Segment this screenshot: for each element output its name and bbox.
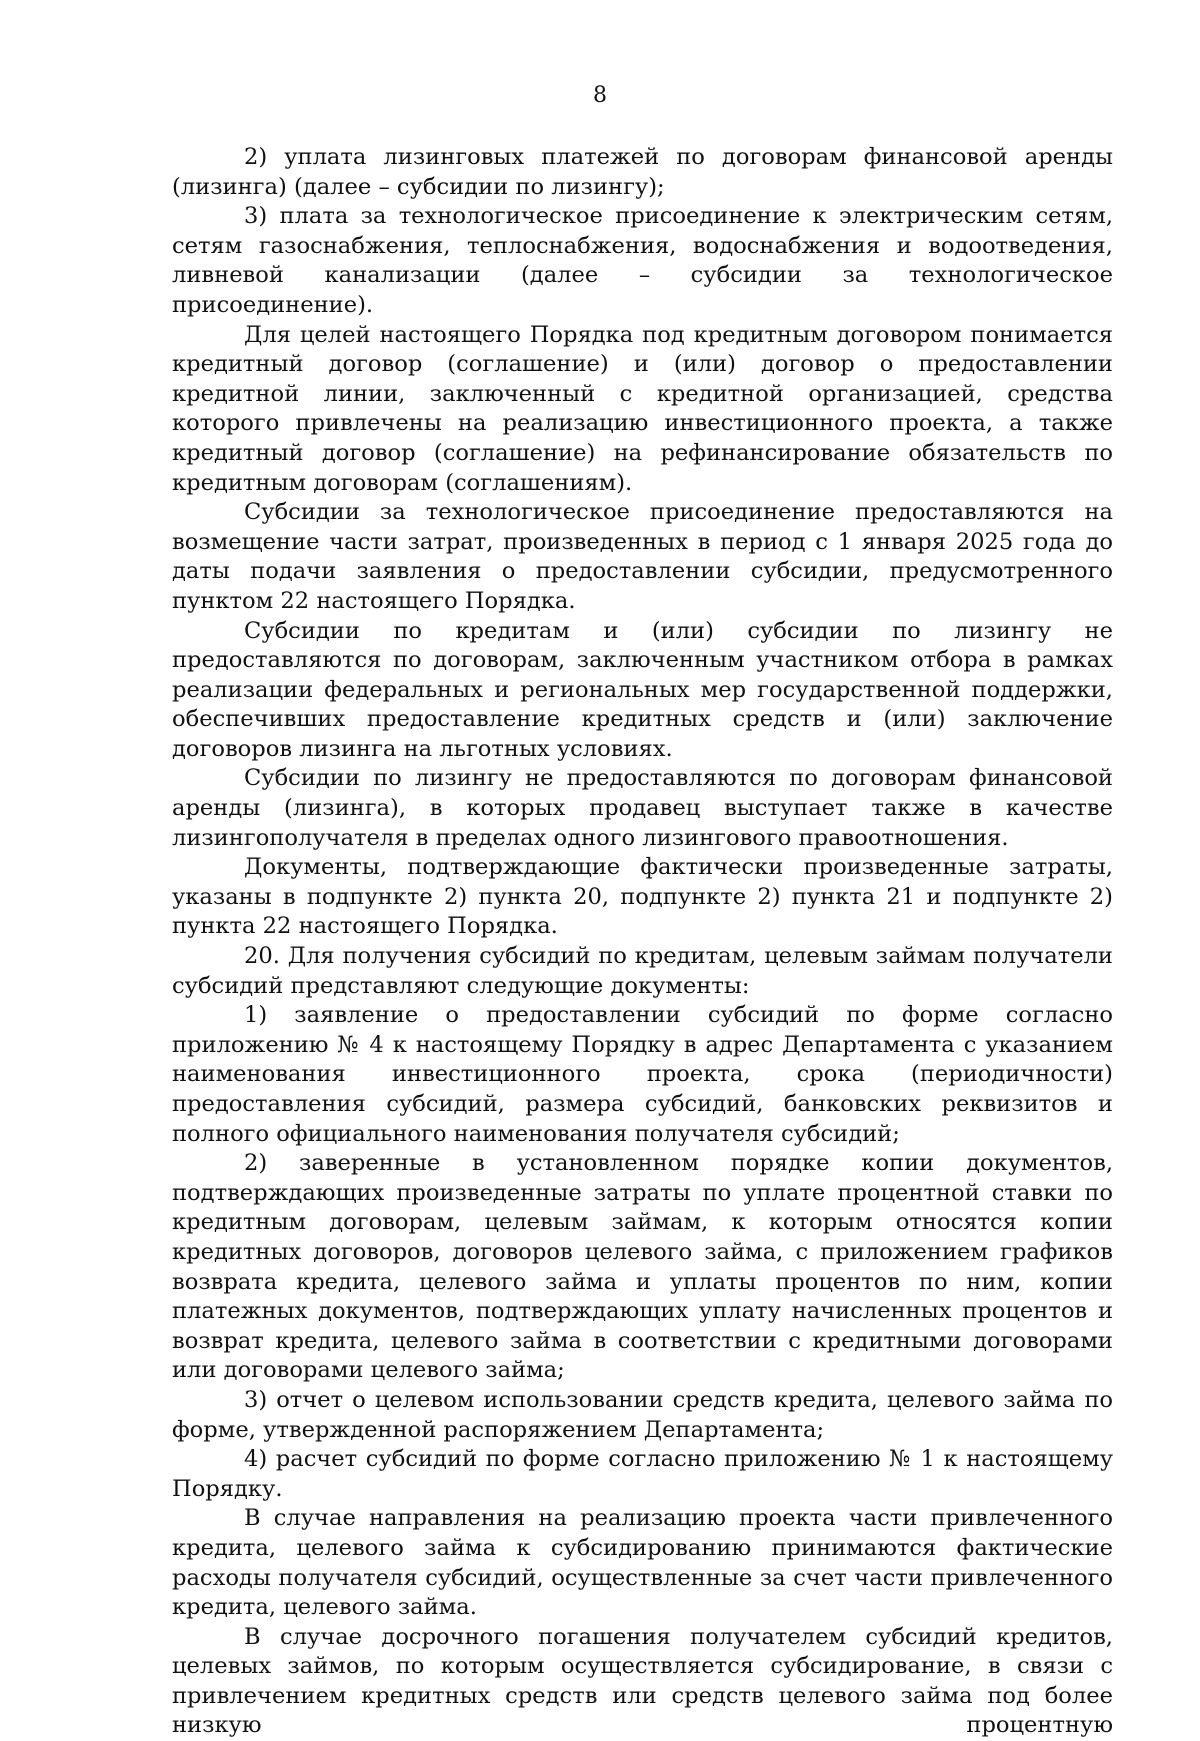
paragraph-exclusions-federal: Субсидии по кредитам и (или) субсидии по лизингу не предоставляются по договорам, заключенным участником отбора в рамках реализации федеральных и региональных мер государственной поддержки, обеспечивших предоставление кредитных средств и (или) заключение договоров лизинга на льготных условиях. (172, 617, 1113, 762)
paragraph-partial-credit: В случае направления на реализацию проекта части привлеченного кредита, целевого займа к субсидированию принимаются фактические расходы получателя субсидий, осуществленные за счет части привлеченного кредита, целевого займа. (172, 1505, 1113, 1621)
paragraph-item-20: 20. Для получения субсидий по кредитам, целевым займам получатели субсидий представляют следующие документы: (172, 943, 1113, 999)
paragraph-supporting-documents: Документы, подтверждающие фактически произведенные затраты, указаны в подпункте 2) пункта 20, подпункте 2) пункта 21 и подпункте 2) пункта 22 настоящего Порядка. (172, 854, 1113, 940)
paragraph-item-20-3: 3) отчет о целевом использовании средств кредита, целевого займа по форме, утвержденной распоряжением Департамента; (172, 1386, 1113, 1443)
page-number: 8 (593, 83, 607, 108)
paragraph-item-20-1: 1) заявление о предоставлении субсидий по форме согласно приложению № 4 к настоящему Порядку в адрес Департамента с указанием наименования инвестиционного проекта, срока (периодичности) предоставления субсидий, размера субсидий, банковских реквизитов и полного официального наименования получателя субсидий; (172, 1002, 1113, 1147)
paragraph-item-20-2: 2) заверенные в установленном порядке копии документов, подтверждающих произведенные затраты по уплате процентной ставки по кредитным договорам, целевым займам, к которым относятся копии кредитных договоров, договоров целевого займа, с приложением графиков возврата кредита, целевого займа и уплаты процентов по ним, копии платежных документов, подтверждающих уплату начисленных процентов и возврат кредита, целевого займа в соответствии с кредитными договорами или договорами целевого займа; (172, 1150, 1113, 1384)
paragraph-subsidy-leasing: 2) уплата лизинговых платежей по договорам финансовой аренды (лизинга) (далее – субсидии по лизингу); (172, 144, 1113, 200)
paragraph-credit-definition: Для целей настоящего Порядка под кредитным договором понимается кредитный договор (соглашение) и (или) договор о предоставлении кредитной линии, заключенный с кредитной организацией, средства которого привлечены на реализацию инвестиционного проекта, а также кредитный договор (соглашение) на рефинансирование обязательств по кредитным договорам (соглашениям). (172, 321, 1113, 496)
paragraph-subsidy-connection: 3) плата за технологическое присоединение к электрическим сетям, сетям газоснабжения, теплоснабжения, водоснабжения и водоотведения, ливневой канализации (далее – субсидии за технологическое присоединение). (172, 203, 1113, 318)
paragraph-exclusions-leasing: Субсидии по лизингу не предоставляются по договорам финансовой аренды (лизинга), в которых продавец выступает также в качестве лизингополучателя в пределах одного лизингового правоотношения. (172, 765, 1113, 851)
paragraph-item-20-4: 4) расчет субсидий по форме согласно приложению № 1 к настоящему Порядку. (172, 1446, 1113, 1502)
document-body (172, 143, 1113, 1741)
paragraph-early-repayment: В случае досрочного погашения получателем субсидий кредитов, целевых займов, по которым осуществляется субсидирование, в связи с привлечением кредитных средств или средств целевого займа под более низкую процентную (172, 1623, 1113, 1739)
paragraph-connection-period: Субсидии за технологическое присоединение предоставляются на возмещение части затрат, произведенных в период с 1 января 2025 года до даты подачи заявления о предоставлении субсидии, предусмотренного пунктом 22 настоящего Порядка. (172, 499, 1113, 614)
